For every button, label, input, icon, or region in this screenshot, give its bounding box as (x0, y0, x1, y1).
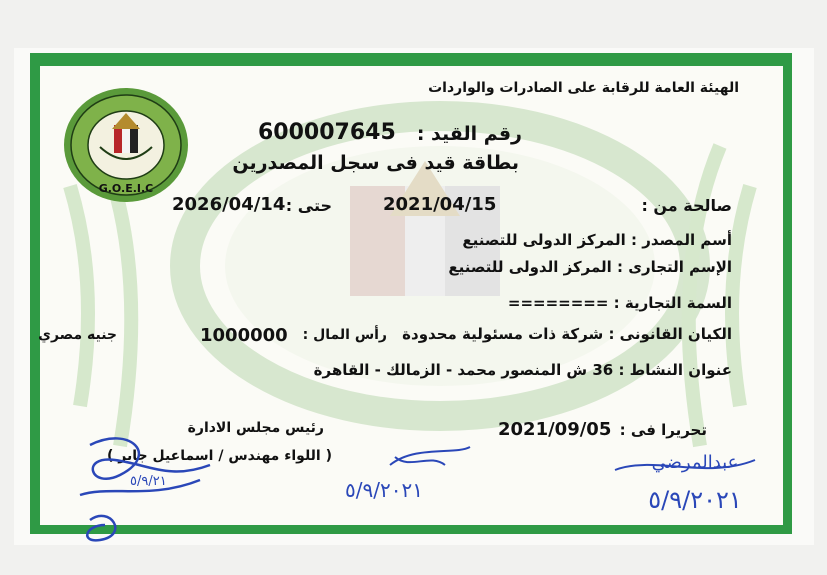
signature-center-icon (335, 435, 495, 510)
seal-acronym: G.O.E.I.C (98, 182, 154, 195)
registration-number: 600007645 (258, 120, 396, 145)
registration-label: رقم القيد : (416, 123, 522, 145)
capital-value: 1000000 (200, 325, 288, 346)
chairman-title: رئيس مجلس الادارة (187, 420, 324, 436)
valid-from-label: صالحة من : (641, 196, 732, 215)
exporter-name: أسم المصدر : المركز الدولى للتصنيع (462, 231, 732, 249)
center-handwritten-date: ٥/٩/٢٠٢١ (345, 478, 423, 502)
signature-right-icon (595, 440, 785, 520)
valid-to-date: 2026/04/14 (172, 194, 286, 215)
capital-currency: جنيه مصري (38, 327, 117, 343)
valid-to-label: حتى : (285, 196, 332, 215)
issued-date: 2021/09/05 (498, 419, 612, 440)
left-handwritten-date: ٥/٩/٢١ (130, 474, 167, 489)
signature-left-icon (70, 425, 230, 555)
legal-entity: الكيان القانونى : شركة ذات مسئولية محدودة (402, 325, 732, 343)
right-handwritten-date: ٥/٩/٢٠٢١ (648, 486, 742, 514)
card-title: بطاقة قيد فى سجل المصدرين (232, 152, 519, 174)
trade-mark: السمة التجارية : ======== (507, 294, 732, 312)
valid-from-date: 2021/04/15 (383, 194, 497, 215)
issued-label: تحريرا فى : (619, 421, 707, 439)
chairman-name: ( اللواء مهندس / اسماعيل جابر ) (107, 448, 332, 464)
authority-name: الهيئة العامة للرقابة على الصادرات والواردات (428, 80, 739, 96)
right-handwritten-name: عبدالمرضي (651, 452, 739, 473)
trade-name: الإسم التجارى : المركز الدولى للتصنيع (448, 258, 732, 276)
goeic-seal-icon (60, 85, 192, 205)
activity-address: عنوان النشاط : 36 ش المنصور محمد - الزمالك - القاهرة (313, 361, 732, 379)
capital-label: رأس المال : (302, 327, 387, 343)
